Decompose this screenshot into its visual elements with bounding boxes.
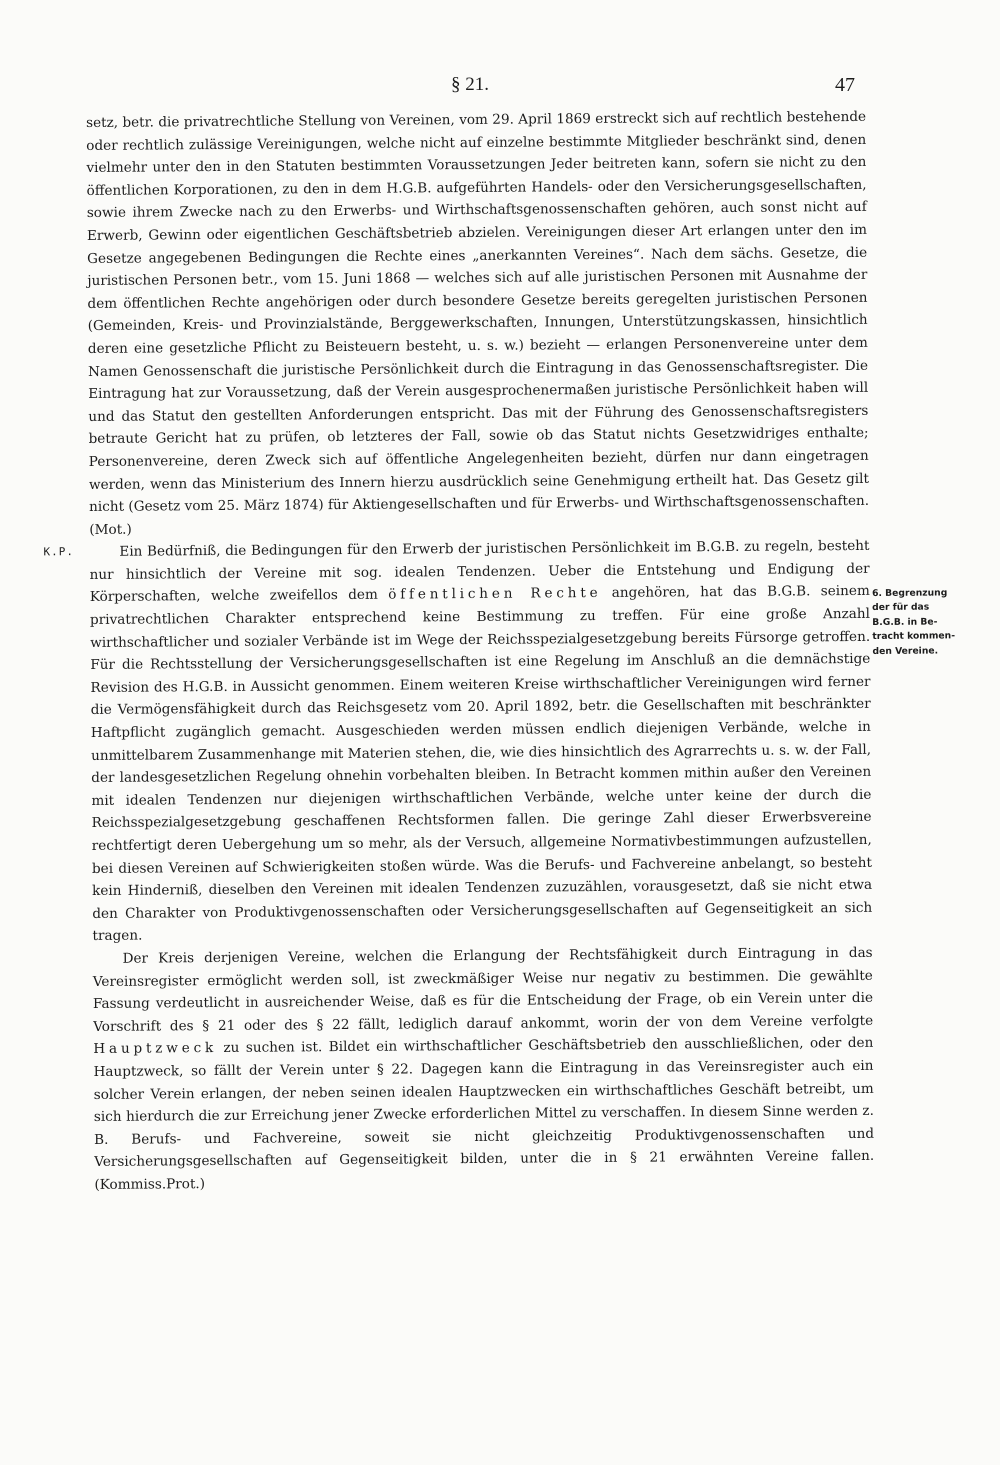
paragraph-1: setz, betr. die privatrechtliche Stellung von Vereinen, vom 29. April 1869 erstreckt sich auf rechtlich bestehende oder rechtlich zulässige Vereinigungen, welche nicht auf einzelne bestimmte Mitglieder beschränkt sind, denen vielmehr unter den in den Statuten bestimmten Voraussetzungen Jeder beitreten kann, sofern sie nicht zu den öffentlichen Korporationen, zu den in dem H.G.B. aufgeführten Handels- oder den Versicherungsgesellschaften, sowie ihrem Zwecke nach zu den Erwerbs- und Wirthschaftsgenossenschaften gehören, auch sonst nicht auf Erwerb, Gewinn oder eigentlichen Geschäftsbetrieb abzielen. Vereinigungen dieser Art erlangen unter den im Gesetze angegebenen Bedingungen die Rechte eines „anerkannten Vereines“. Nach dem sächs. Gesetze, die juristischen Personen betr., vom 15. Juni 1868 — welches sich auf alle juristischen Personen mit Ausnahme der dem öffentlichen Rechte angehörigen oder durch besondere Gesetze bereits geregelten juristischen Personen (Gemeinden, Kreis- und Provinzialstände, Berggewerkschaften, Innungen, Unterstützungskassen, hinsichtlich deren eine gesetzliche Pflicht zu Beisteuern besteht, u. s. w.) bezieht — erlangen Personenvereine unter dem Namen Genossenschaft die juristische Persönlichkeit durch die Eintragung in das Genossenschaftsregister. Die Eintragung hat zur Voraussetzung, daß der Verein ausgesprochenermaßen juristische Persönlichkeit haben will und das Statut den gestellten Anforderungen entspricht. Das mit der Führung des Genossenschaftsregisters betraute Gericht hat zu prüfen, ob letzteres der Fall, sowie ob das Statut nichts Gesetzwidriges enthalte; Personenvereine, deren Zweck sich auf öffentliche Angelegenheiten bezieht, dürfen nur dann eingetragen werden, wenn das Ministerium des Innern hierzu ausdrücklich seine Genehmigung ertheilt hat. Das Gesetz gilt nicht (Gesetz vom 25. März 1874) für Aktiengesellschaften und für Erwerbs- und Wirthschaftsgenossenschaften. (Mot.) <box>86 108 870 538</box>
paragraph-3-emphasis: Hauptzweck <box>93 1040 218 1058</box>
paragraph-2-block <box>43 535 873 948</box>
margin-note-line: B.G.B. in Be- <box>872 616 938 628</box>
paragraph-2-text-b: angehören, hat das B.G.B. seinem privatrechtlichen Charakter entsprechend keine Bestimmung zu treffen. Für eine große Anzahl wirthschaftlicher und sozialer Verbände ist im Wege der Reichsspezialgesetzgebung bereits Fürsorge getroffen. Für die Rechtsstellung der Versicherungsgesellschaften ist eine Regelung im Anschluß an die demnächstige Revision des H.G.B. in Aussicht genommen. Einem weiteren Kreise wirthschaftlicher Vereinigungen wird ferner die Vermögensfähigkeit durch das Reichsgesetz vom 20. April 1892, betr. die Gesellschaften mit beschränkter Haftpflicht zugänglich gemacht. Ausgeschieden werden müssen endlich diejenigen Verbände, welche in unmittelbarem Zusammenhange mit Materien stehen, die, wie dies hinsichtlich des Agrarrechts u. s. w. der Fall, der landesgesetzlichen Regelung ohnehin vorbehalten bleiben. In Betracht kommen mithin außer den Vereinen mit idealen Tendenzen nur diejenigen wirthschaftlichen Verbände, welche unter keine der durch die Reichsspezialgesetzgebung geschaffenen Rechtsformen fallen. Die geringe Zahl dieser Erwerbsvereine rechtfertigt deren Uebergehung um so mehr, als der Versuch, allgemeine Normativbestimmungen aufzustellen, bei diesen Vereinen auf Schwierigkeiten stoßen würde. Was die Berufs- und Fachvereine anbelangt, so besteht kein Hinderniß, dieselben den Vereinen mit idealen Tendenzen zuzuzählen, vorausgesetzt, daß sie nicht etwa den Charakter von Produktivgenossenschaften oder Versicherungsgesellschaften auf Gegenseitigkeit an sich tragen. <box>89 583 873 945</box>
paragraph-3-text-a: Der Kreis derjenigen Vereine, welchen die Erlangung der Rechtsfähigkeit durch Eintragung in das Vereinsregister ermöglicht werden soll, ist zweckmäßiger Weise nur negativ zu bestimmen. Die gewählte Fassung verdeutlicht in ausreichender Weise, daß es für die Entscheidung der Frage, ob ein Verein unter die Vorschrift des § 21 oder des § 22 fällt, lediglich darauf ankommt, worin der von dem Vereine verfolgte <box>92 944 874 1035</box>
paragraph-2 <box>89 535 872 948</box>
margin-note <box>872 586 978 659</box>
margin-note-line: 6. Begrenzung <box>872 587 948 599</box>
body-text <box>43 106 875 1197</box>
paragraph-3 <box>93 942 875 1197</box>
margin-note-line: den Vereine. <box>872 645 939 657</box>
paragraph-2-emphasis: öffentlichen Rechte <box>388 585 602 604</box>
margin-label: K.P. <box>43 545 75 559</box>
margin-note-line: tracht kommen- <box>872 630 956 643</box>
paragraph-3-text-b: zu suchen ist. Bildet ein wirthschaftlicher Geschäftsbetrieb den ausschließlichen, oder den Hauptzweck, so fällt der Verein unter § 22. Dagegen kann die Eintragung in das Vereinsregister auch ein solcher Verein erlangen, der neben seinen idealen Hauptzwecken ein wirthschaftliches Geschäft betreibt, um sich hierdurch die zur Erreichung jener Zwecke erforderlichen Mittel zu verschaffen. In diesem Sinne werden z. B. Berufs- und Fachvereine, soweit sie nicht gleichzeitig Produktivgenossenschaften und Versicherungsgesellschaften auf Gegenseitigkeit bilden, unter die in § 21 erwähnten Vereine fallen. (Kommiss.Prot.) <box>93 1035 875 1193</box>
section-heading: § 21. <box>451 74 489 95</box>
page-number: 47 <box>835 74 855 96</box>
paragraph-2-text-a: Ein Bedürfniß, die Bedingungen für den Erwerb der juristischen Persönlichkeit im B.G.B. zu regeln, besteht nur hinsichtlich der Vereine mit sog. idealen Tendenzen. Ueber die Entstehung und Endigung der Körperschaften, welche zweifellos dem <box>89 538 870 606</box>
margin-note-line: der für das <box>872 601 930 614</box>
